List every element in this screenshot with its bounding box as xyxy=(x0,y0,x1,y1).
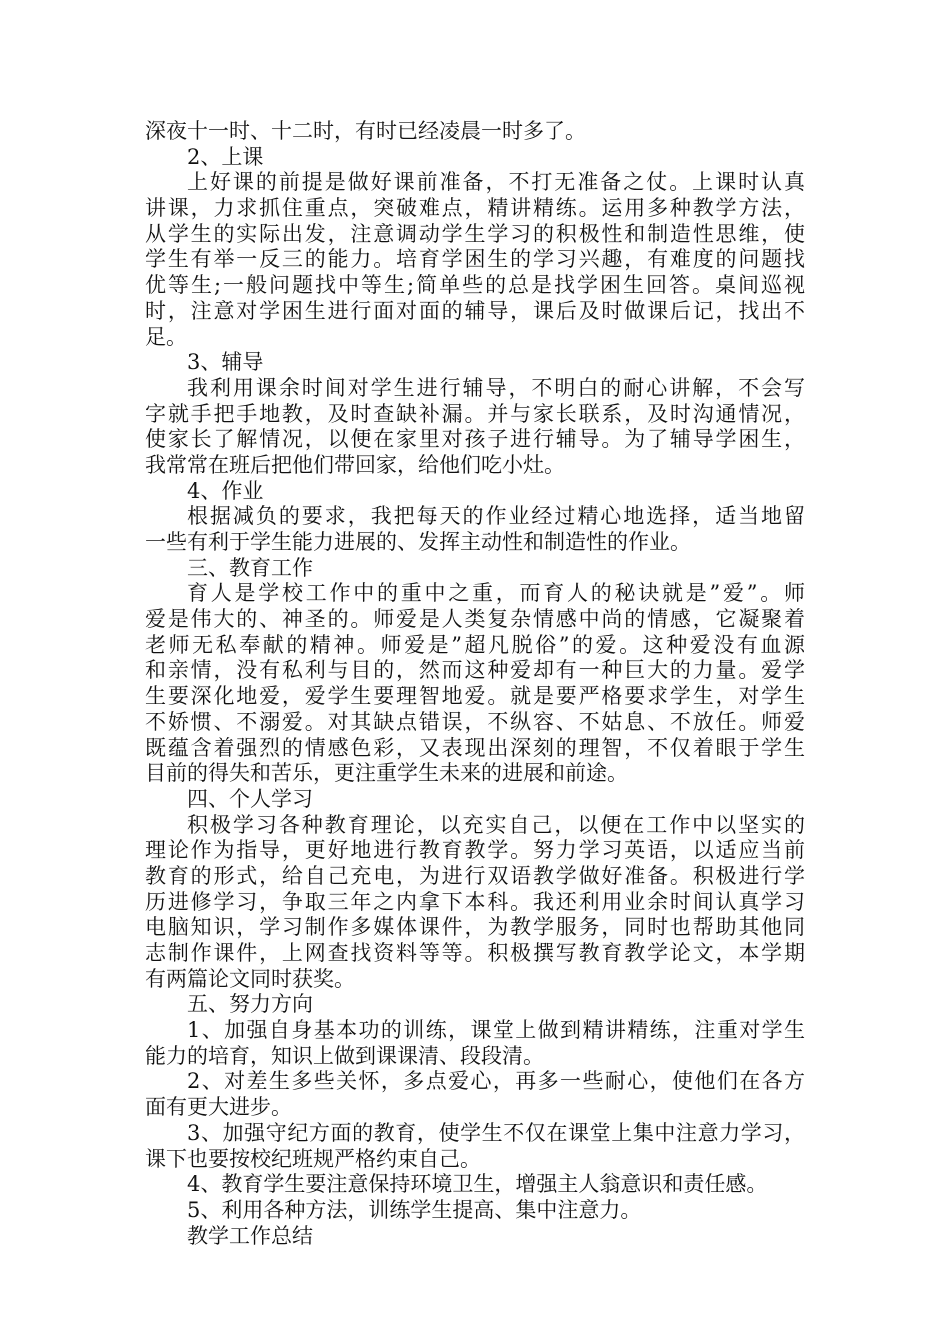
text-line: 有两篇论文同时获奖。 xyxy=(145,966,355,991)
text-line: 学生有举一反三的能力。培育学困生的学习兴趣，有难度的问题找 xyxy=(145,247,805,272)
text-line: 根据减负的要求，我把每天的作业经过精心地选择，适当地留 xyxy=(187,504,805,529)
text-line: 教育的形式，给自己充电，为进行双语教学做好准备。积极进行学 xyxy=(145,863,805,888)
text-line: 优等生;一般问题找中等生;简单些的总是找学困生回答。桌间巡视 xyxy=(145,273,805,298)
text-line: 课下也要按校纪班规严格约束自己。 xyxy=(145,1146,481,1171)
document-page xyxy=(145,119,805,1249)
text-line: 足。 xyxy=(145,324,187,349)
text-line: 爱是伟大的、神圣的。师爱是人类复杂情感中尚的情感，它凝聚着 xyxy=(145,607,805,632)
text-line: 字就手把手地教，及时查缺补漏。并与家长联系，及时沟通情况， xyxy=(145,401,805,426)
text-line: 我常常在班后把他们带回家，给他们吃小灶。 xyxy=(145,452,565,477)
text-line: 3、辅导 xyxy=(187,350,264,375)
text-line: 讲课，力求抓住重点，突破难点，精讲精练。运用多种教学方法， xyxy=(145,196,805,221)
text-line: 老师无私奉献的精神。师爱是”超凡脱俗”的爱。这种爱没有血源 xyxy=(145,632,805,657)
text-line: 电脑知识，学习制作多媒体课件，为教学服务，同时也帮助其他同 xyxy=(145,915,805,940)
text-line: 三、教育工作 xyxy=(187,555,313,580)
text-line: 3、加强守纪方面的教育，使学生不仅在课堂上集中注意力学习， xyxy=(187,1120,805,1145)
text-line: 1、加强自身基本功的训练，课堂上做到精讲精练，注重对学生 xyxy=(187,1018,805,1043)
text-line: 育人是学校工作中的重中之重，而育人的秘诀就是”爱”。师 xyxy=(187,581,805,606)
text-line: 志制作课件，上网查找资料等等。积极撰写教育教学论文，本学期 xyxy=(145,941,805,965)
text-line: 四、个人学习 xyxy=(187,786,313,811)
text-line: 历进修学习，争取三年之内拿下本科。我还利用业余时间认真学习 xyxy=(145,889,805,914)
text-line: 从学生的实际出发，注意调动学生学习的积极性和制造性思维，使 xyxy=(145,221,805,246)
text-line: 时，注意对学困生进行面对面的辅导，课后及时做课后记，找出不 xyxy=(145,298,805,323)
text-line: 积极学习各种教育理论，以充实自己，以便在工作中以坚实的 xyxy=(187,812,805,837)
text-line: 深夜十一时、十二时，有时已经凌晨一时多了。 xyxy=(145,119,586,143)
text-line: 能力的培育，知识上做到课课清、段段清。 xyxy=(145,1043,544,1068)
text-line: 使家长了解情况，以便在家里对孩子进行辅导。为了辅导学困生， xyxy=(145,427,805,452)
text-line: 4、作业 xyxy=(187,478,264,503)
text-line: 既蕴含着强烈的情感色彩，又表现出深刻的理智，不仅着眼于学生 xyxy=(145,735,805,760)
text-line: 上好课的前提是做好课前准备，不打无准备之仗。上课时认真 xyxy=(187,170,805,195)
text-line: 5、利用各种方法，训练学生提高、集中注意力。 xyxy=(187,1197,642,1222)
text-line: 2、对差生多些关怀，多点爱心，再多一些耐心，使他们在各方 xyxy=(187,1069,805,1094)
text-line: 生要深化地爱，爱学生要理智地爱。就是要严格要求学生，对学生 xyxy=(145,684,805,709)
text-line: 和亲情，没有私利与目的，然而这种爱却有一种巨大的力量。爱学 xyxy=(145,658,805,683)
text-line: 理论作为指导，更好地进行教育教学。努力学习英语，以适应当前 xyxy=(145,838,805,863)
text-line: 2、上课 xyxy=(187,144,264,169)
text-line: 教学工作总结 xyxy=(187,1223,313,1248)
text-line: 面有更大进步。 xyxy=(145,1095,292,1120)
text-line: 目前的得失和苦乐，更注重学生未来的进展和前途。 xyxy=(145,761,628,786)
text-line: 4、教育学生要注意保持环境卫生，增强主人翁意识和责任感。 xyxy=(187,1172,768,1197)
text-line: 我利用课余时间对学生进行辅导，不明白的耐心讲解，不会写 xyxy=(187,375,805,400)
text-line: 五、努力方向 xyxy=(187,992,313,1017)
text-line: 一些有利于学生能力进展的、发挥主动性和制造性的作业。 xyxy=(145,530,691,554)
text-line: 不娇惯、不溺爱。对其缺点错误，不纵容、不姑息、不放任。师爱 xyxy=(145,709,805,734)
